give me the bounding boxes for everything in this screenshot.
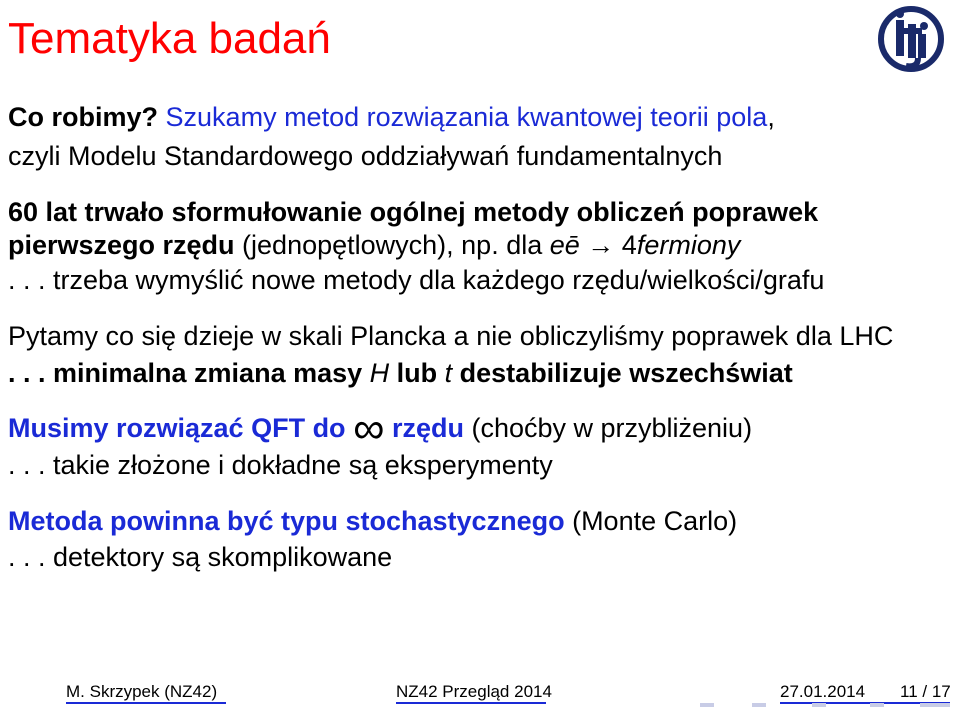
fermions-text: fermiony bbox=[636, 230, 741, 260]
line-11: . . . detektory są skomplikowane bbox=[8, 542, 393, 572]
first-order-text: pierwszego rzędu bbox=[8, 230, 235, 260]
footer-event: NZ42 Przegląd 2014 bbox=[396, 682, 552, 701]
comma: , bbox=[767, 102, 775, 132]
approx-text: (choćby w przybliżeniu) bbox=[463, 413, 753, 443]
ee-symbol: eē bbox=[549, 230, 580, 260]
footer-author-underline bbox=[66, 702, 226, 704]
arrow-symbol: → bbox=[579, 230, 622, 260]
footer-page: 11 / 17 bbox=[900, 682, 951, 701]
line-4 bbox=[8, 229, 740, 261]
four-text: 4 bbox=[621, 230, 637, 260]
destabilize-text: destabilizuje wszechświat bbox=[452, 358, 793, 388]
qft-text: Musimy rozwiązać QFT do bbox=[8, 413, 354, 443]
infinity-symbol: ∞ bbox=[353, 404, 385, 453]
slide-title: Tematyka badań bbox=[8, 14, 331, 63]
goal-text: Szukamy metod rozwiązania kwantowej teorii pola bbox=[165, 102, 768, 132]
nav-subsection-icon[interactable] bbox=[812, 703, 826, 707]
order-text: rzędu bbox=[384, 413, 464, 443]
h-symbol: H bbox=[369, 358, 390, 388]
line-3: 60 lat trwało sformułowanie ogólnej metody obliczeń poprawek bbox=[8, 197, 819, 227]
line-10 bbox=[8, 505, 737, 537]
question: Co robimy? bbox=[8, 102, 159, 132]
line-6: Pytamy co się dzieje w skali Plancka a nie obliczyliśmy poprawek dla LHC bbox=[8, 321, 894, 351]
line-5: . . . trzeba wymyślić nowe metody dla każdego rzędu/wielkości/grafu bbox=[8, 265, 825, 295]
line-8 bbox=[8, 404, 753, 453]
nav-prev-icon[interactable] bbox=[700, 703, 714, 707]
nav-section-icon[interactable] bbox=[870, 703, 884, 707]
footer-author: M. Skrzypek (NZ42) bbox=[66, 682, 218, 701]
mass-text: . . . minimalna zmiana masy bbox=[8, 358, 370, 388]
monte-carlo-text: (Monte Carlo) bbox=[564, 506, 738, 536]
t-symbol: t bbox=[444, 358, 453, 388]
line-7 bbox=[8, 357, 793, 389]
line-1 bbox=[8, 101, 775, 133]
stochastic-text: Metoda powinna być typu stochastycznego bbox=[8, 506, 565, 536]
footer-event-underline bbox=[396, 702, 546, 704]
nav-search-icon[interactable] bbox=[920, 703, 950, 707]
footer-date: 27.01.2014 bbox=[780, 682, 866, 701]
nav-frame-icon[interactable] bbox=[752, 703, 766, 707]
one-loop-text: (jednopętlowych), np. dla bbox=[234, 230, 550, 260]
line-9: . . . takie złożone i dokładne są eksperymenty bbox=[8, 450, 553, 480]
line-2: czyli Modelu Standardowego oddziaływań fundamentalnych bbox=[8, 141, 723, 171]
or-text: lub bbox=[389, 358, 445, 388]
ifj-logo-icon bbox=[878, 6, 944, 72]
